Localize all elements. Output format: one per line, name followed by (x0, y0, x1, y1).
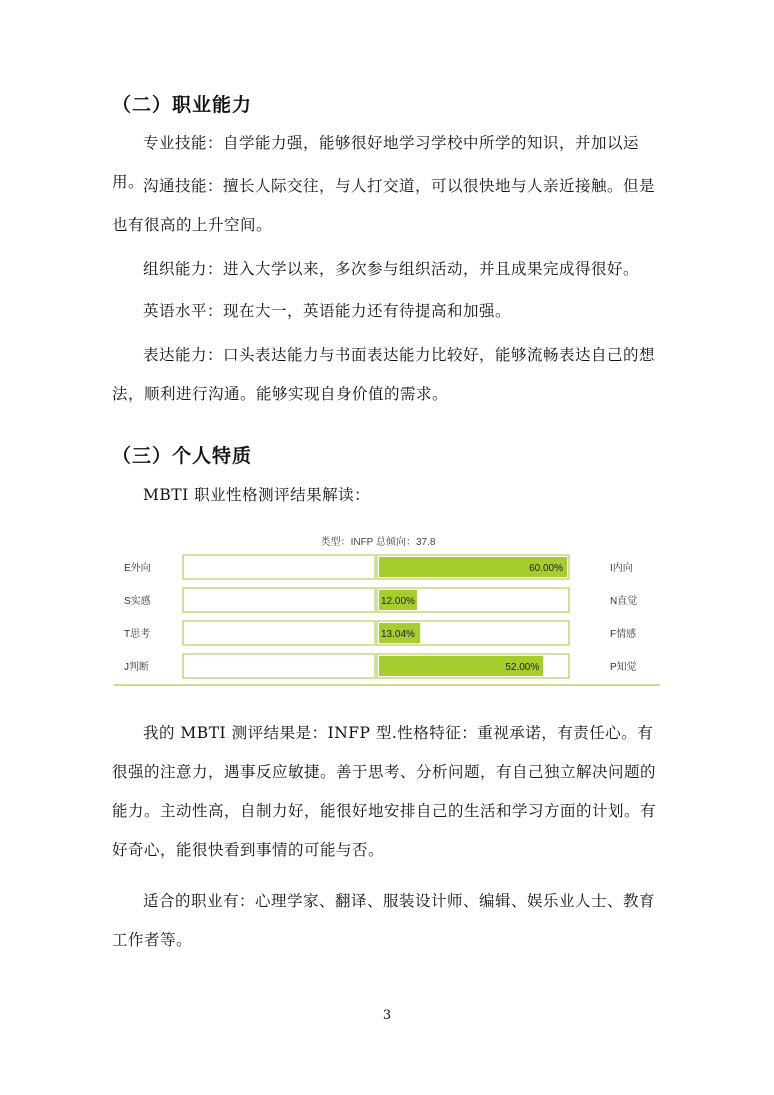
page-number: 3 (382, 1008, 392, 1023)
bar-value-label: 13.04% (381, 629, 415, 640)
left-bar-track (183, 555, 375, 579)
paragraph-organization-ability: 组织能力：进入大学以来，多次参与组织活动，并且成果完成得很好。 (143, 260, 640, 278)
left-bar-track (183, 621, 375, 645)
bar-value-label: 12.00% (381, 596, 415, 607)
left-dimension-label: T思考 (124, 629, 151, 640)
paragraph-professional-skill: 专业技能：自学能力强，能够很好地学习学校中所学的知识，并加以运用。 (112, 134, 640, 191)
left-dimension-label: S实感 (124, 596, 151, 607)
section-heading-personal-traits: （三）个人特质 (112, 445, 253, 467)
paragraph-mbti-intro: MBTI 职业性格测评结果解读： (143, 486, 371, 504)
right-dimension-label: N直觉 (610, 596, 638, 607)
left-bar-track (183, 588, 375, 612)
bar-value-label: 52.00% (505, 662, 540, 673)
left-dimension-label: E外向 (124, 563, 151, 574)
right-dimension-label: I内向 (610, 563, 633, 574)
mbti-chart (110, 528, 664, 688)
left-dimension-label: J判断 (124, 662, 149, 673)
right-dimension-label: P知觉 (610, 662, 637, 673)
paragraph-mbti-result: 我的 MBTI 测评结果是：INFP 型.性格特征：重视承诺，有责任心。有很强的注意力，遇事反应敏捷。善于思考、分析问题，有自己独立解决问题的能力。主动性高，自制力好，能很好地安排自己的生活和学习方面的计划。有好奇心，能很快看到事情的可能与否。 (112, 724, 657, 859)
bar-value-label: 60.00% (529, 563, 563, 574)
paragraph-suitable-careers: 适合的职业有：心理学家、翻译、服装设计师、编辑、娱乐业人士、教育工作者等。 (112, 892, 656, 949)
right-dimension-label: F情感 (610, 629, 637, 640)
paragraph-communication-skill: 沟通技能：擅长人际交往，与人打交道，可以很快地与人亲近接触。但是也有很高的上升空间。 (112, 177, 656, 234)
left-bar-track (183, 654, 375, 678)
chart-title: 类型：INFP 总倾向：37.8 (320, 537, 436, 548)
paragraph-english-level: 英语水平：现在大一，英语能力还有待提高和加强。 (143, 302, 512, 320)
section-heading-career-ability: （二）职业能力 (112, 94, 253, 116)
paragraph-expression-ability: 表达能力：口头表达能力与书面表达能力比较好，能够流畅表达自己的想法，顺利进行沟通。能够实现自身价值的需求。 (112, 346, 656, 403)
